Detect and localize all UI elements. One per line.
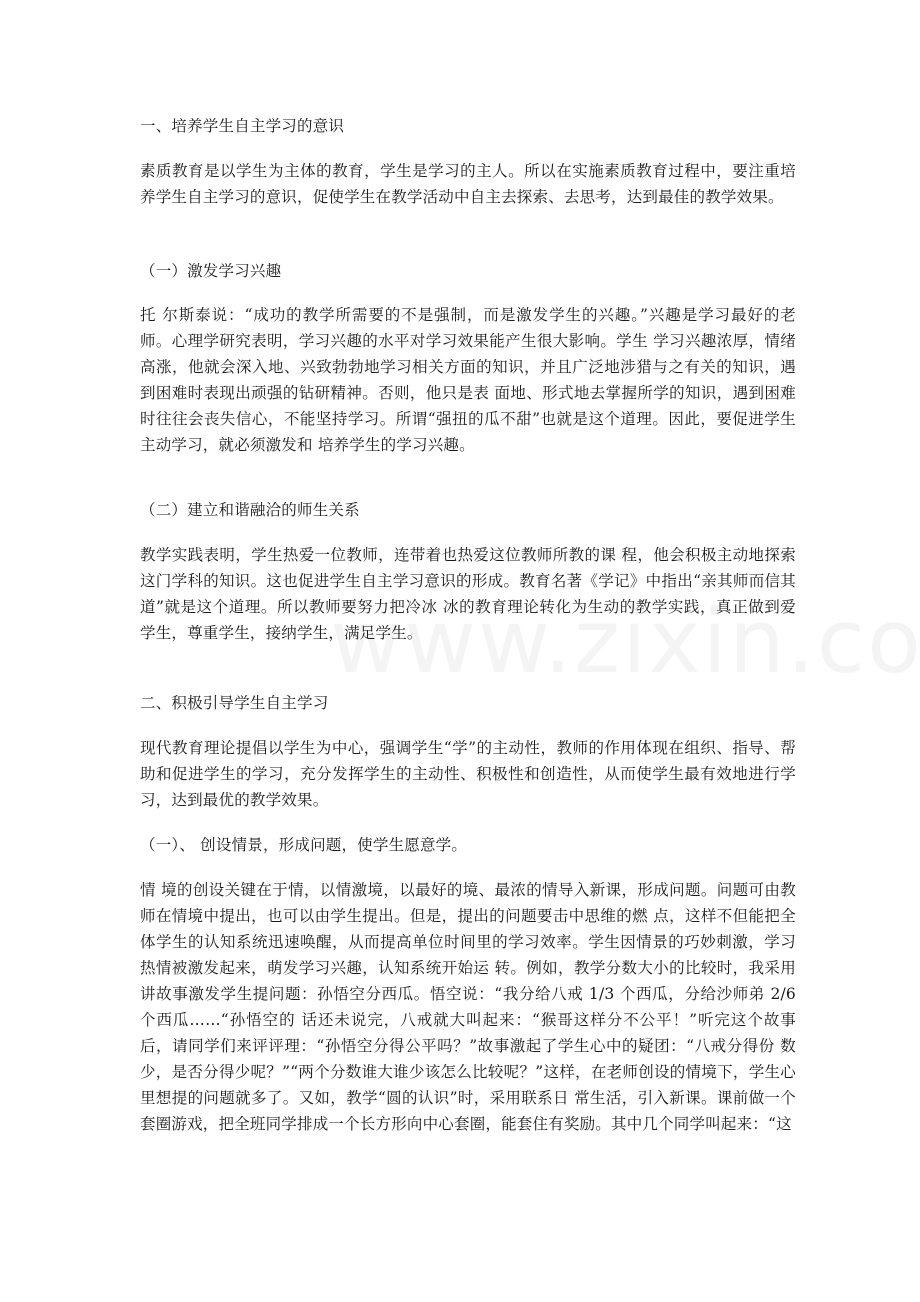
heading-subsection-interest: （一）激发学习兴趣 bbox=[140, 262, 282, 280]
paragraph-relationship: 教学实践表明，学生热爱一位教师，连带着也热爱这位教师所教的课 程，他会积极主动地探索这门学科的知识。这也促进学生自主学习意识的形成。教育名著《学记》中指出“亲其师而信其道”就是这个道理。所以教师要努力把冷冰 冰的教育理论转化为生动的教学实践，真正做到爱学生，尊重学生，接纳学生，满足学生。 bbox=[140, 546, 796, 642]
paragraph-autonomy-awareness: 素质教育是以学生为主体的教育，学生是学习的主人。所以在实施素质教育过程中，要注重培养学生自主学习的意识，促使学生在教学活动中自主去探索、去思考，达到最佳的教学效果。 bbox=[140, 162, 796, 206]
paragraph-scenario: 情 境的创设关键在于情，以情激境，以最好的境、最浓的情导入新课，形成问题。问题可由教师在情境中提出，也可以由学生提出。但是，提出的问题要击中思维的燃 点，这样不但能把全体学生的认知系统迅速唤醒，从而提高单位时间里的学习效率。学生因情景的巧妙刺激，学习热情被激发起来，萌发学习兴趣，认知系统开始运 转。例如，教学分数大小的比较时，我采用讲故事激发学生提问题：孙悟空分西瓜。悟空说：“我分给八戒 1/3 个西瓜，分给沙师弟 2/6 个西瓜……“孙悟空的 话还未说完，八戒就大叫起来：“猴哥这样分不公平！”听完这个故事后，请同学们来评评理：“孙悟空分得公平吗？”故事激起了学生心中的疑团：“八戒分得份 数少，是否分得少呢？”“两个分数谁大谁少该怎么比较呢？”这样，在老师创设的情境下，学生心里想提的问题就多了。又如，教学“圆的认识”时，采用联系日 常生活，引入新课。课前做一个套圈游戏，把全班同学排成一个长方形向中心套圈，能套住有奖励。其中几个同学叫起来：“这 bbox=[140, 881, 796, 1133]
heading-section-2: 二、积极引导学生自主学习 bbox=[140, 694, 329, 712]
heading-subsection-relationship: （二）建立和谐融洽的师生关系 bbox=[140, 501, 360, 519]
heading-subsection-scenario: （一）、 创设情景，形成问题，使学生愿意学。 bbox=[140, 836, 468, 854]
paragraph-interest: 托 尔斯泰说：“成功的教学所需要的不是强制，而是激发学生的兴趣。”兴趣是学习最好的老师。心理学研究表明，学习兴趣的水平对学习效果能产生很大影响。学生 学习兴趣浓厚，情绪高涨，他就会深入地、兴致勃勃地学习相关方面的知识，并且广泛地涉猎与之有关的知识，遇到困难时表现出顽强的钻研精神。否则，他只是表 面地、形式地去掌握所学的知识，遇到困难时往往会丧失信心，不能坚持学习。所谓“强扭的瓜不甜”也就是这个道理。因此，要促进学生主动学习，就必须激发和 培养学生的学习兴趣。 bbox=[140, 306, 796, 454]
heading-section-1: 一、培养学生自主学习的意识 bbox=[140, 117, 345, 135]
paragraph-modern-theory: 现代教育理论提倡以学生为中心，强调学生“学”的主动性，教师的作用体现在组织、指导、帮助和促进学生的学习，充分发挥学生的主动性、积极性和创造性，从而使学生最有效地进行学习，达到最优的教学效果。 bbox=[140, 739, 796, 809]
